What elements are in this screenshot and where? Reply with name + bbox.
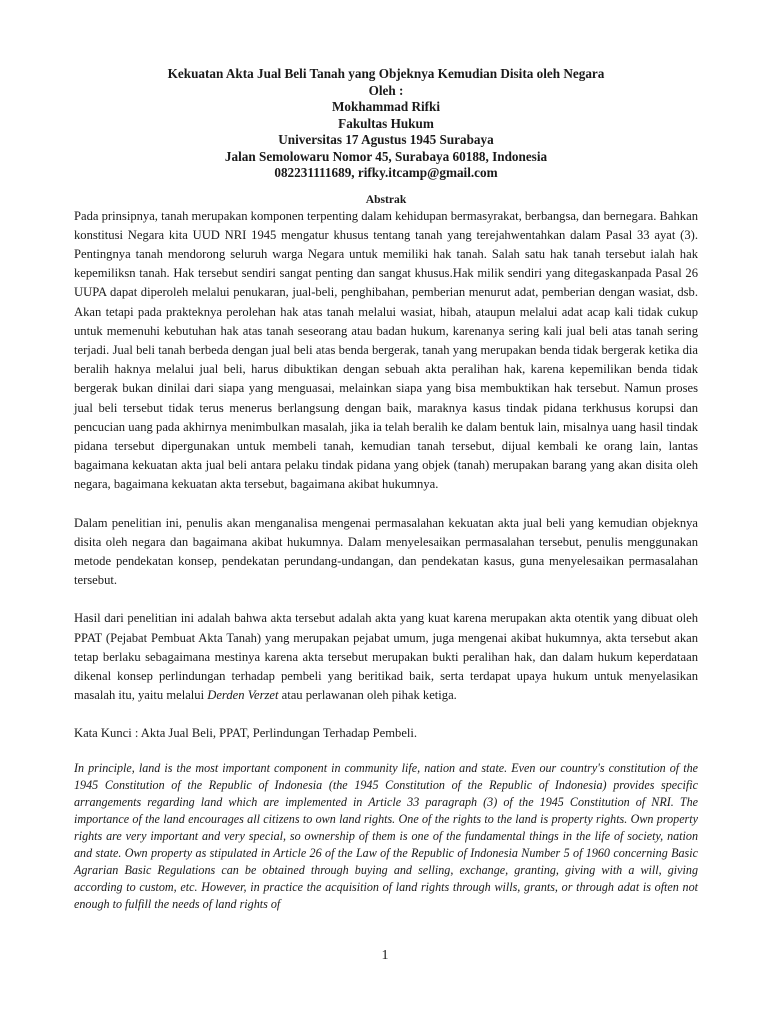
abstract-paragraph-3	[74, 609, 698, 705]
paper-title: Kekuatan Akta Jual Beli Tanah yang Objeknya Kemudian Disita oleh Negara	[167, 66, 605, 81]
keywords-line: Kata Kunci : Akta Jual Beli, PPAT, Perlindungan Terhadap Pembeli.	[74, 726, 418, 741]
author-address: Jalan Semolowaru Nomor 45, Surabaya 60188, Indonesia	[224, 148, 548, 164]
paper-header	[74, 66, 698, 182]
author-university: Universitas 17 Agustus 1945 Surabaya	[278, 132, 494, 147]
paper-page	[74, 66, 698, 926]
abstract-paragraph-3-end: atau perlawanan oleh pihak ketiga.	[278, 688, 457, 703]
derden-verzet-term: Derden Verzet	[207, 688, 279, 703]
page-number: 1	[381, 948, 389, 963]
author-by-label: Oleh :	[368, 82, 404, 98]
abstract-paragraph-3-text: Hasil dari penelitian ini adalah bahwa akta tersebut adalah akta yang kuat karena merupakan akta otentik yang dibuat oleh PPAT (Pejabat Pembuat Akta Tanah) yang merupakan pejabat umum, juga mengenai akibat hukumnya, akta tersebut akan tetap berlaku sebagaimana mestinya karena akta tersebut merupakan bukti peralihan hak, dan dalam hukum keperdataan dikenal konsep perlindungan terhadap pembeli yang beritikad baik, serta terdapat upaya hukum untuk menyelasikan masalah itu, yaitu melalui	[74, 611, 698, 703]
abstract-paragraph-1: Pada prinsipnya, tanah merupakan komponen terpenting dalam kehidupan bermasyrakat, berbangsa, dan bernegara. Bahkan konstitusi Negara kita UUD NRI 1945 mengatur khusus tentang tanah yang terejahwentahkan dalam Pasal 33 ayat (3). Pentingnya tanah mendorong seluruh warga Negara untuk memiliki hak tanah. Salah satu hak tanah tersebut ialah hak kepemiliksn tanah. Hak tersebut sendiri sangat penting dan sangat khusus.Hak milik sendiri yang ditegaskanpada Pasal 26 UUPA dapat diperoleh melalui penukaran, jual-beli, penghibahan, pemberian menurut adat, pemberian dengan wasiat, dsb. Akan tetapi pada prakteknya perolehan hak atas tanah melalui wasiat, hibah, ataupun melalui adat acap kali tidak cukup untuk memenuhi kebutuhan hak atas tanah seseorang atau badan hukum, karenanya sering kali jual beli atas tanah sering terjadi. Jual beli tanah berbeda dengan jual beli atas benda bergerak, tanah yang merupakan benda tidak bergerak ketika dia beralih haknya melalui jual beli, harus dibuktikan dengan sebuah akta peralihan hak, karena kepemilikan benda tidak bergerak bukan dinilai dari siapa yang menguasai, melainkan siapa yang bisa membuktikan hak tersebut. Namun proses jual beli tersebut tidak terus menerus berlangsung dengan baik, maraknya kasus tindak pidana terkhusus korupsi dan pencucian uang pada akhirnya menimbulkan masalah, jika ia telah beralih ke dalam bentuk lain, misalnya uang hasil tindak pidana tersebut dipergunakan untuk membeli tanah, kemudian tanah tersebut, dijual kembali ke orang lain, lantas bagaimana kekuatan akta jual beli antara pelaku tindak pidana yang objek (tanah) merupakan barang yang akan disita oleh negara, bagaimana kekuatan akta tersebut, bagaimana akibat hukumnya.	[74, 208, 698, 492]
abstract-paragraph-2: Dalam penelitian ini, penulis akan menganalisa mengenai permasalahan kekuatan akta jual beli yang kemudian objeknya disita oleh negara dan bagaimana akibat hukumnya. Dalam menyelesaikan permasalahan tersebut, penulis menggunakan metode pendekatan konsep, pendekatan perundang-undangan, dan pendekatan kasus, guna menyelesaikan permasalahan tersebut.	[74, 515, 698, 588]
author-contact: 082231111689, rifky.itcamp@gmail.com	[274, 165, 498, 180]
author-name: Mokhammad Rifki	[331, 99, 441, 114]
english-abstract-paragraph: In principle, land is the most important component in community life, nation and state. Even our country's constitution of the 1945 Constitution of the Republic of Indonesia (the 1945 Constitution of the Republic of Indonesia) provides specific arrangements regarding land which are implemented in Article 33 paragraph (3) of the 1945 Constitution of NRI. The importance of the land encourages all citizens to own land rights. One of the rights to the land is property rights. Own property rights are very important and very special, so ownership of them is one of the fundamental things in the life of society, nation and state. Own property as stipulated in Article 26 of the Law of the Republic of Indonesia Number 5 of 1960 concerning Basic Agrarian Basic Regulations can be obtained through buying and selling, exchange, granting, giving with a will, giving according to custom, etc. However, in practice the acquisition of land rights through wills, grants, or through adat is often not enough to fulfill the needs of land rights of	[74, 760, 698, 912]
author-faculty: Fakultas Hukum	[338, 115, 434, 131]
abstract-heading: Abstrak	[365, 192, 407, 206]
